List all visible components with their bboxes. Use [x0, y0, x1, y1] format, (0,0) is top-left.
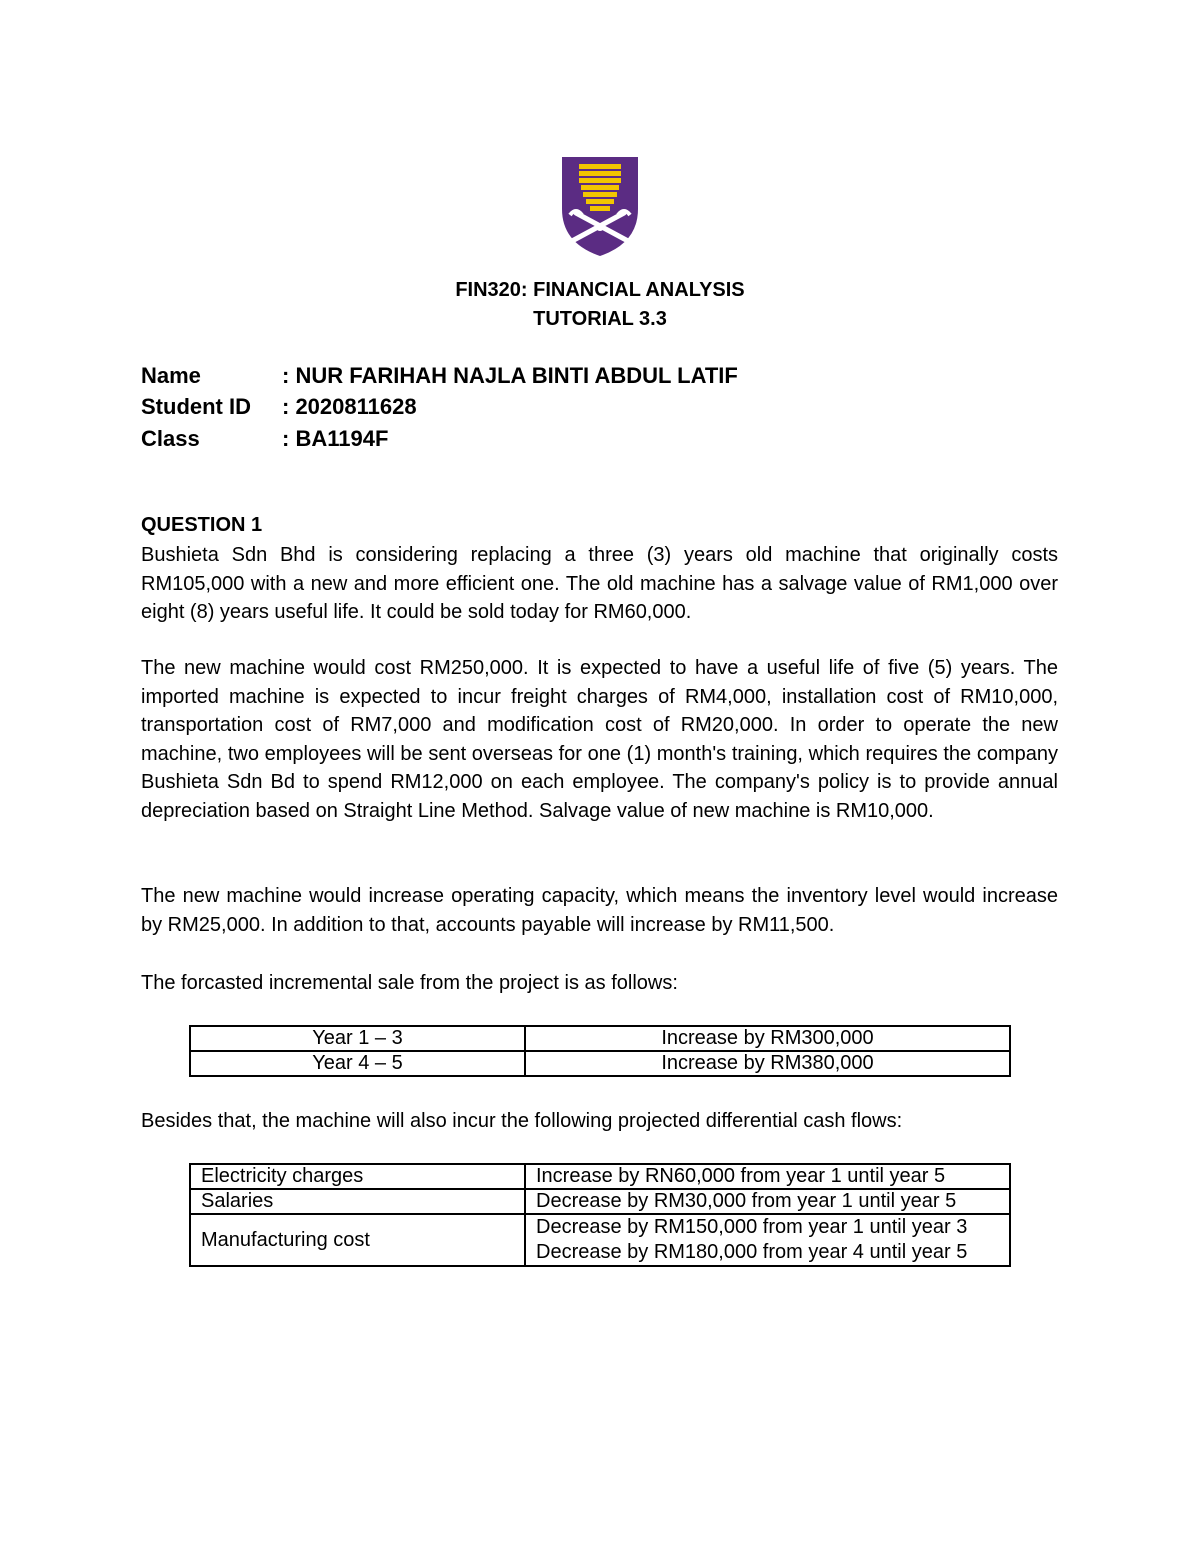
class-label: Class [141, 426, 200, 451]
course-title: FIN320: FINANCIAL ANALYSIS [455, 279, 745, 301]
paragraph-sales-intro: The forcasted incremental sale from the project is as follows: [141, 972, 678, 994]
paragraph-working-capital: The new machine would increase operating capacity, which means the inventory level would increase by RM25,000. In addition to that, accounts payable will increase by RM11,500. [141, 885, 1058, 936]
table-cell: Increase by RN60,000 from year 1 until year 5 [525, 1164, 1010, 1189]
table-cell: Increase by RM380,000 [525, 1051, 1010, 1076]
cell-line: Decrease by RM180,000 from year 4 until year 5 [536, 1241, 968, 1263]
table-cell: Salaries [190, 1189, 525, 1214]
paragraph-old-machine: Bushieta Sdn Bhd is considering replacing a three (3) years old machine that originally costs RM105,000 with a new and more efficient one. The old machine has a salvage value of RM1,000 over eight (8) years useful life. It could be sold today for RM60,000. [141, 544, 1058, 623]
tutorial-title: TUTORIAL 3.3 [533, 308, 667, 330]
university-crest-icon [562, 157, 638, 257]
paragraph-new-machine: The new machine would cost RM250,000. It is expected to have a useful life of five (5) years. The imported machine is expected to incur freight charges of RM4,000, installation cost of RM10,000, transportation cost of RM7,000 and modification cost of RM20,000. In order to operate the new machine, two employees will be sent overseas for one (1) month's training, which requires the company Bushieta Sdn Bd to spend RM12,000 on each employee. The company's policy is to provide annual depreciation based on Straight Line Method. Salvage value of new machine is RM10,000. [141, 657, 1058, 822]
student-name-row [141, 363, 738, 389]
table-cell: Year 1 – 3 [190, 1026, 525, 1051]
name-label: Name [141, 363, 201, 388]
student-id-label: Student ID [141, 394, 251, 419]
table-cell: Increase by RM300,000 [525, 1026, 1010, 1051]
cell-line: Decrease by RM150,000 from year 1 until year 3 [536, 1216, 968, 1238]
student-class-row [141, 426, 388, 452]
paragraph-cash-flow-intro: Besides that, the machine will also incur the following projected differential cash flows: [141, 1110, 903, 1132]
question-heading: QUESTION 1 [141, 514, 263, 536]
table-cell: Year 4 – 5 [190, 1051, 525, 1076]
table-row [190, 1026, 1010, 1051]
table-row [190, 1164, 1010, 1189]
student-id-value: : 2020811628 [282, 394, 417, 419]
name-value: : NUR FARIHAH NAJLA BINTI ABDUL LATIF [282, 363, 738, 388]
table-cell: Decrease by RM30,000 from year 1 until year 5 [525, 1189, 1010, 1214]
differential-cash-flow-table [189, 1163, 1011, 1267]
table-cell: Manufacturing cost [190, 1214, 525, 1266]
table-cell: Electricity charges [190, 1164, 525, 1189]
student-id-row [141, 394, 417, 420]
class-value: : BA1194F [282, 426, 389, 451]
table-row [190, 1214, 1010, 1266]
incremental-sales-table [189, 1025, 1011, 1077]
table-row [190, 1051, 1010, 1076]
table-row [190, 1189, 1010, 1214]
table-cell [525, 1214, 1010, 1266]
